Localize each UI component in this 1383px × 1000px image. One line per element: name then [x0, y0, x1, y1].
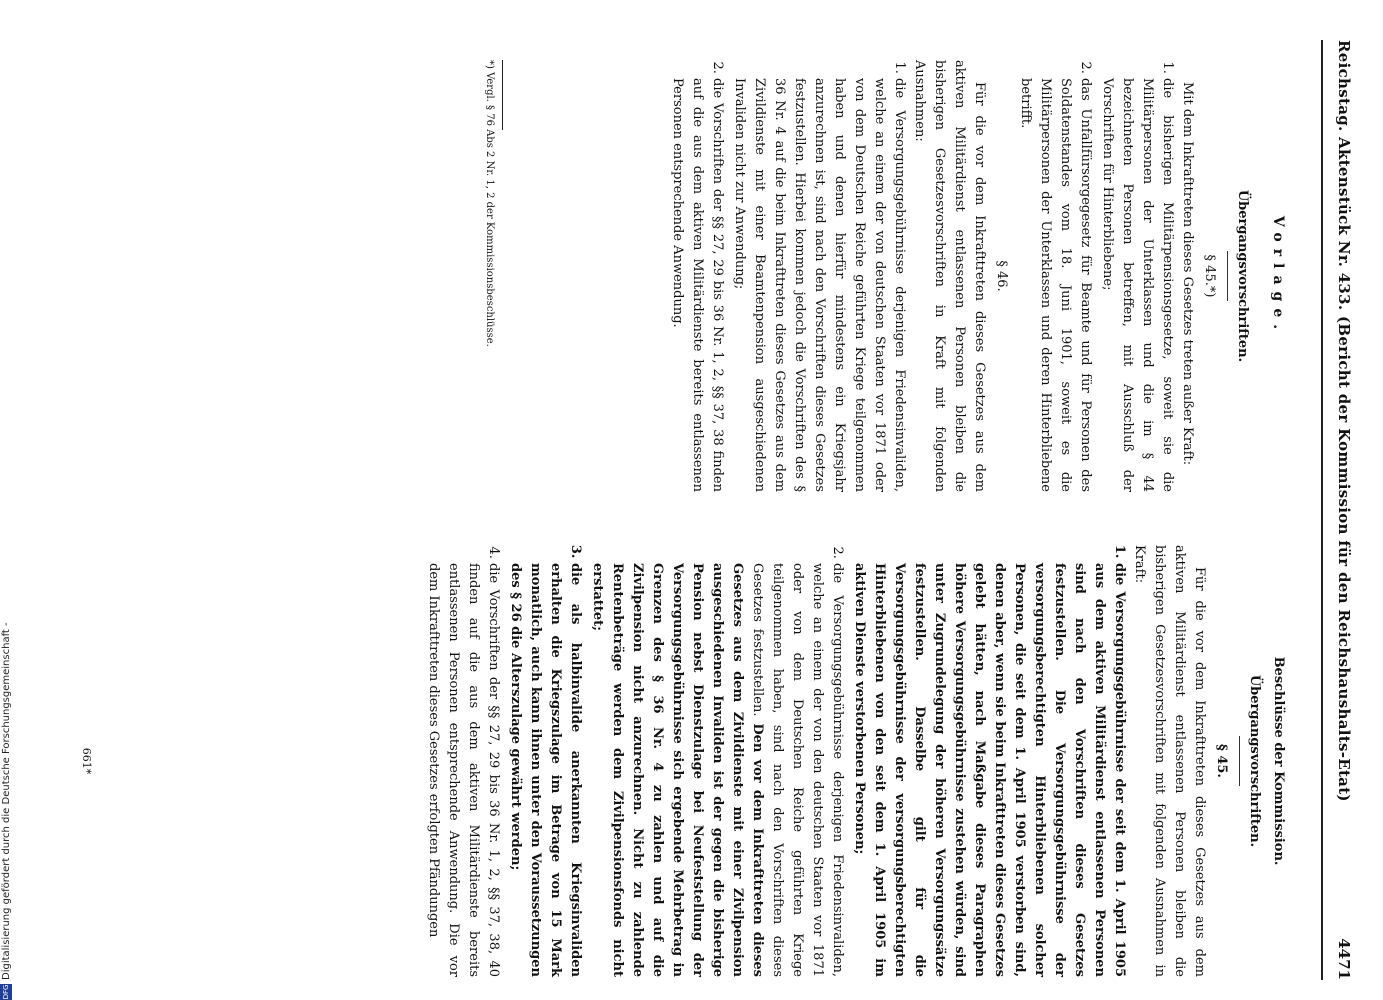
paragraph-intro: Mit dem Inkrafttreten dieses Gesetzes treten außer Kraft: — [1180, 82, 1195, 466]
page-number: 4471 — [1335, 938, 1353, 980]
divider — [1227, 251, 1228, 301]
paragraph-number: § 45. — [1214, 744, 1229, 778]
paragraph-intro: Für die vor dem Inkrafttreten dieses Gesetzes aus dem aktiven Militärdienst entlassenen Personen bleiben die bisherigen Gesetzesvorschriften in Kraft mit folgenden Ausnahmen: — [912, 60, 987, 492]
list-item — [849, 563, 1129, 977]
column-kommission — [421, 545, 1288, 977]
section-heading: Übergangsvorschriften. — [1247, 674, 1262, 848]
footnote: *) Vergl. § 76 Abs 2 Nr. 1, 2 der Kommissionsbeschlüsse. — [484, 60, 495, 347]
column-heading: Vorlage. — [1270, 215, 1286, 337]
list-item: 1. die Versorgungsgebührnisse derjenigen Friedensinvaliden, welche an einem der von deutschen Staaten vor 1871 oder von dem Deutschen Reiche geführten Kriege teilgenommen haben und denen hierfür mindestens ein Kriegsjahr anzurechnen ist, sind nach den Vorschriften dieses Gesetzes festzustellen. Hierbei kommen jedoch die Vorschriften des § 36 Nr. 4 auf die beim Inkrafttreten dieses Gesetzes aus dem Zivildienste mit einer Beamtenpension ausgeschiedenen Invaliden nicht zur Anwendung; — [729, 78, 909, 492]
enumerated-list — [667, 60, 909, 492]
column-vorlage — [665, 60, 1288, 492]
list-item-continuation: Die Versorgungsgebührnisse der versorgungsberechtigten Hinterbliebenen solcher Personen, die seit dem 1. April 1905 verstorben sind, denen aber, wenn sie beim Inkrafttreten dieses Gesetzes gelebt hätten, nach Maßgabe dieses Paragraphen höhere Versorgungsgebührnisse zustehen würden, sind unter Zugrundelegung der höheren Versorgungssätze festzustellen. Dasselbe gilt für die Versorgungsgebührnisse der versorgungsberechtigten Hinterbliebenen von den seit dem 1. April 1905 im aktiven Dienste verstorbenen Personen; — [852, 563, 1067, 977]
dfg-logo-icon: DFG — [2, 984, 10, 1000]
section-heading: Übergangsvorschriften. — [1235, 189, 1250, 363]
list-item-continuation: Den vor dem Inkrafttreten dieses Gesetzes aus dem Zivildienste mit einer Zivilpension ausgeschiedenen Invaliden ist der gegen die bisherige Pension nebst Dienstzulage bei Neufeststellung der Versorgungsgebührnisse sich ergebende Mehrbetrag in Grenzen des § 36 Nr. 4 zu zahlen und auf die Zivilpension nicht anzurechnen. Nicht zu zahlende Rentenbeträge werden dem Zivilpensionsfonds nicht erstattet; — [590, 563, 765, 977]
list-item — [587, 563, 847, 977]
paragraph-intro: Für die vor dem Inkrafttreten dieses Gesetzes aus dem aktiven Militärdienst entlassenen Personen bleiben die bisherigen Gesetzesvorschriften mit folgenden Ausnahmen in Kraft: — [1132, 545, 1207, 977]
paragraph-number: § 45.*) — [1202, 254, 1217, 298]
footnote-rule — [502, 60, 503, 130]
list-item: 2. das Unfallfürsorgegesetz für Beamte und für Personen des Soldatenstandes vom 18. Juni 1901, soweit es die Militärpersonen der Unterklassen und deren Hinterbliebene betrifft. — [1015, 78, 1095, 492]
list-item: 4. die Vorschriften der §§ 27, 29 bis 36 Nr. 1, 2, §§ 37, 38, 40 finden auf die aus dem aktiven Militärdienste bereits entlassenen Personen entsprechende Anwendung. Die vor dem Inkrafttreten dieses Gesetzes erfolgten Pfändungen — [423, 563, 503, 977]
divider — [1239, 736, 1240, 786]
list-item: 1. die bisherigen Militärpensionsgesetze, soweit sie die Militärpersonen der Unterklassen und die im § 44 bezeichneten Personen betreffen, mit Ausschluß der Vorschriften für Hinterbliebene; — [1097, 78, 1177, 492]
enumerated-list — [1015, 60, 1177, 492]
list-item-text: die Versorgungsgebührnisse der seit dem 1. April 1905 aus dem aktiven Militärdienst entlassenen Personen sind nach den Vorschriften dieses Gesetzes festzustellen. — [1052, 563, 1127, 977]
header-rule — [1321, 40, 1323, 980]
list-item: 3. die als halbinvalide anerkannten Kriegsinvaliden erhalten die Kriegszulage im Betrage von 15 Mark monatlich, auch kann ihnen unter den Voraussetzungen des § 26 die Alterszulage gewährt werden; — [505, 563, 585, 977]
digitization-note — [0, 0, 14, 1000]
column-heading: Beschlüsse der Kommission. — [1271, 656, 1286, 866]
enumerated-list — [423, 545, 1129, 977]
digitization-note-text: Digitalisierung gefördert durch die Deutsche Forschungsgemeinschaft - — [1, 622, 12, 980]
list-item-text: die Versorgungsgebührnisse derjenigen Friedensinvaliden, welche an einem der von den deutschen Staaten vor 1871 oder von dem Deutschen Reiche geführten Kriege teilgenommen haben, sind nach den Vorschriften dieses Gesetzes festzustellen. — [750, 563, 845, 977]
page-footer-number: 661* — [80, 747, 93, 775]
page-header-title: Reichstag. Aktenstück Nr. 433. (Bericht der Kommission für den Reichshaushalts-Etat) — [1335, 40, 1353, 802]
paragraph-number: § 46. — [994, 260, 1009, 292]
list-item: 2. die Vorschriften der §§ 27, 29 bis 36 Nr. 1, 2, §§ 37, 38 finden auf die aus dem aktiven Militärdienste bereits entlassenen Personen entsprechende Anwendung. — [667, 78, 727, 492]
